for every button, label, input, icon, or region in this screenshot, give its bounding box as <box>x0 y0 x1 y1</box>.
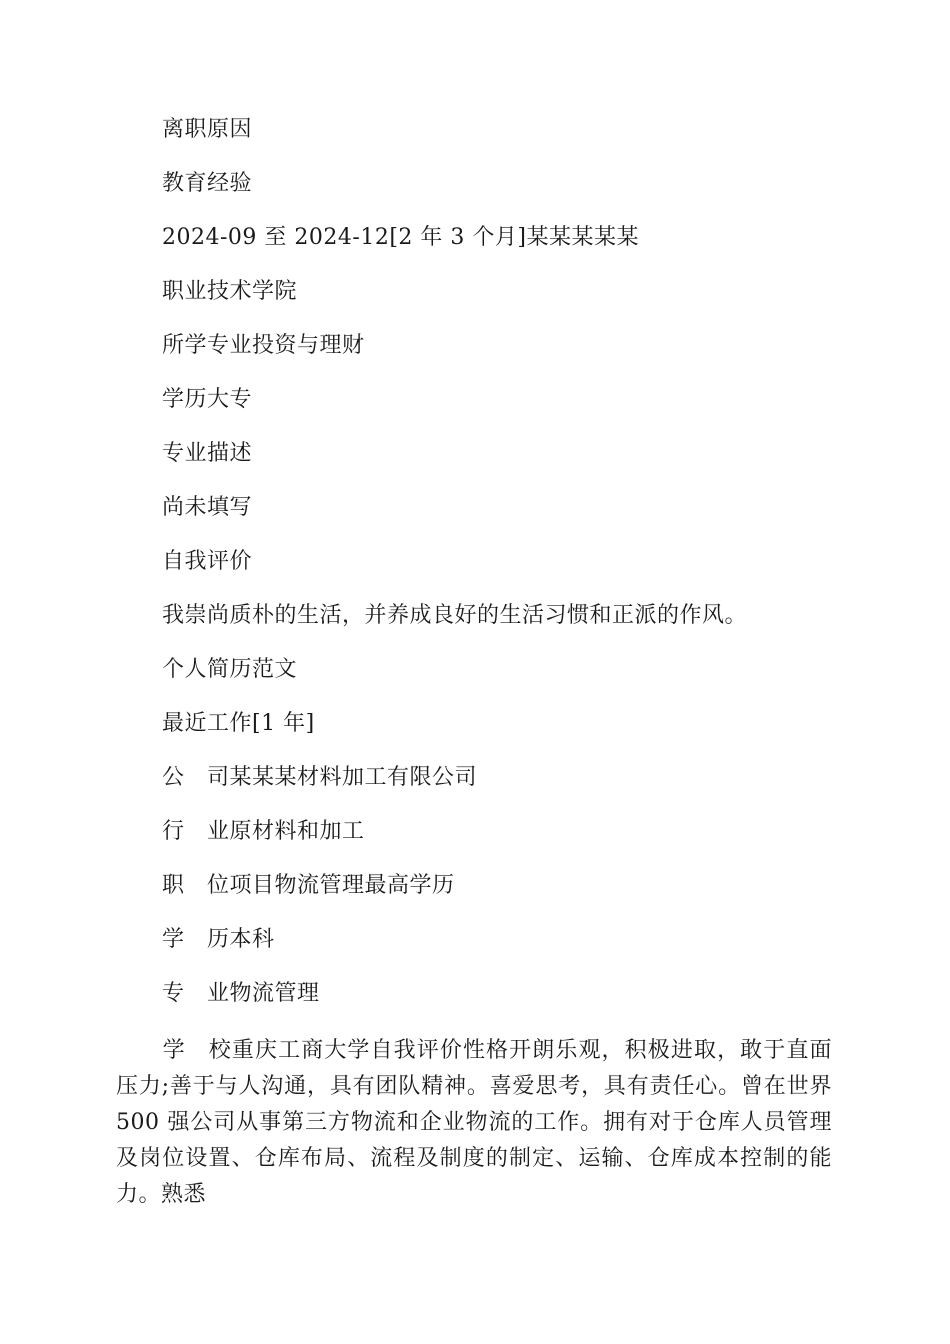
line-self-evaluation-text: 我崇尚质朴的生活，并养成良好的生活习惯和正派的作风。 <box>162 603 748 628</box>
line-leaving-reason: 离职原因 <box>162 117 253 142</box>
paragraph-school-and-evaluation <box>116 1033 832 1213</box>
line-company: 公 司某某某材料加工有限公司 <box>162 765 478 790</box>
line-degree: 学历大专 <box>162 387 253 412</box>
line-education-level: 学 历本科 <box>162 927 275 952</box>
line-recent-work: 最近工作[1 年] <box>162 711 315 736</box>
line-school: 职业技术学院 <box>162 279 298 304</box>
paragraph-text: 学 校重庆工商大学自我评价性格开朗乐观，积极进取，敢于直面压力;善于与人沟通，具有团队精神。喜爱思考，具有责任心。曾在世界 500 强公司从事第三方物流和企业物流的工作。拥有对于仓库人员管理及岗位设置、仓库布局、流程及制度的制定、运输、仓库成本控制的能力。熟悉 <box>116 1038 832 1207</box>
line-major: 所学专业投资与理财 <box>162 333 365 358</box>
line-education-period: 2024-09 至 2024-12[2 年 3 个月]某某某某某 <box>162 225 639 250</box>
line-self-evaluation-heading: 自我评价 <box>162 549 253 574</box>
line-resume-sample-heading: 个人简历范文 <box>162 657 298 682</box>
line-not-filled: 尚未填写 <box>162 495 253 520</box>
line-education-heading: 教育经验 <box>162 171 253 196</box>
line-position: 职 位项目物流管理最高学历 <box>162 873 455 898</box>
line-specialty: 专 业物流管理 <box>162 981 320 1006</box>
line-major-description-heading: 专业描述 <box>162 441 253 466</box>
line-industry: 行 业原材料和加工 <box>162 819 365 844</box>
